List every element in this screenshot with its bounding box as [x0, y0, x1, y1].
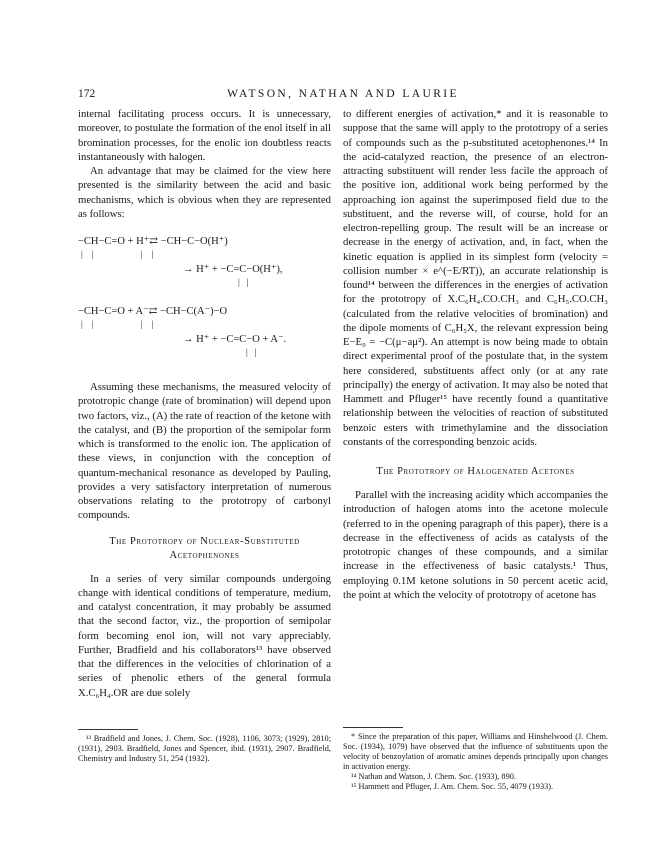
- section-heading-nuclear-substituted: The Prototropy of Nuclear-Substituted Acetophenones: [109, 535, 300, 561]
- right-paragraph-2: Parallel with the increasing acidity which accompanies the introduction of halogen atoms into the acetone molecule (referred to in the opening paragraph of this paper), there is a decrease in the effectiveness of acids as catalysts of the prototropic changes of these compounds, and a similar increase in the effectiveness of basic catalysts.¹ Thus, employing 0.1M ketone solutions in 50 percent acetic acid, the point at which the velocity of prototropy of acetone has: [343, 489, 608, 601]
- bond-marks: | |: [246, 347, 257, 357]
- left-paragraph-4: In a series of very similar compounds undergoing change with identical conditions of temperature, medium, and catalyst concentration, it may probably be assumed that the second factor, viz., the proportion of semipolar form becoming enol ion, will not vary appreciably. Further, Bradfield and his collaborators¹³ have observed that the differences in the velocities of chlorination of a series of phenolic ethers of the general formula X.C₆H₄.OR are due solely: [78, 572, 331, 699]
- page-header: [78, 88, 608, 102]
- bond-marks: | |: [238, 277, 249, 287]
- footnote-13: ¹³ Bradfield and Jones, J. Chem. Soc. (1928), 1106, 3073; (1929), 2810; (1931), 2903. Bradfield, Jones and Spencer, ibid. (1931), 2907. Bradfield, Chemistry and Industry 51, 254 (1932).: [78, 734, 331, 763]
- footnote-star: * Since the preparation of this paper, Williams and Hinshelwood (J. Chem. Soc. (1934), 1079) have observed that the influence of substituents upon the velocity of benzoylation of aromatic amines depends principally upon changes in activation energy.: [343, 732, 608, 771]
- left-footnotes: [78, 729, 331, 764]
- left-paragraph-3: Assuming these mechanisms, the measured velocity of prototropic change (rate of bromination) will depend upon two factors, viz., (A) the rate of reaction of the ketone with the catalyst, and (B) the proportion of the semipolar form which is transformed to the enolic ion. The application of these views, in conjunction with the conception of quantum-mechanical resonance as developed by Pauling, provides a very satisfactory interpretation of numerous observations relating to the prototropy of carbonyl compounds.: [78, 381, 331, 522]
- equation-base-step-2: → H⁺ + −C=C−O + A⁻.: [183, 334, 287, 345]
- bond-marks: | | | |: [81, 249, 154, 259]
- left-column: [78, 107, 331, 700]
- footnote-15: ¹⁵ Hammett and Pfluger, J. Am. Chem. Soc. 55, 4079 (1933).: [351, 782, 554, 791]
- right-footnotes: [343, 727, 608, 792]
- page-number: 172: [78, 88, 96, 100]
- running-title: WATSON, NATHAN AND LAURIE: [227, 88, 459, 100]
- bond-marks: | | | |: [81, 319, 154, 329]
- footnote-rule: [78, 729, 138, 730]
- mechanism-equations: [78, 231, 331, 366]
- section-heading-halogenated-acetones: The Prototropy of Halogenated Acetones: [376, 466, 575, 477]
- left-paragraph-2: An advantage that may be claimed for the view here presented is the similarity between the acid and basic mechanisms, which is obvious when they are represented as follows:: [78, 165, 331, 220]
- equation-base-step-1: −CH−C=O + A⁻⇄ −CH−C(A⁻)−O: [78, 306, 228, 317]
- equation-acid-step-2: → H⁺ + −C=C−O(H⁺),: [183, 264, 283, 275]
- left-paragraph-1: internal facilitating process occurs. It is unnecessary, moreover, to postulate the formation of the enol itself in all bromination processes, for the enolic ion doubtless reacts instantaneously with halogen.: [78, 108, 331, 163]
- equation-acid-step-1: −CH−C=O + H⁺⇄ −CH−C−O(H⁺): [78, 236, 228, 247]
- right-paragraph-1: to different energies of activation,* and it is reasonable to suppose that the same will apply to the prototropy of a series of compounds such as the p-substituted acetophenones.¹⁴ In the acid-catalyzed reaction, the presence of an electron-attracting substituent will render less facile the approach of the positive ion, additional work being performed by the approaching ion against the superimposed field due to the substituent, and the reverse will, of course, hold for an electron-repelling group. The result will be an increase or decrease in the energy of activation, and, in fact, when the kinetic equation is applied in its simplest form (velocity = collision number × e^(−E/RT)), an accurate relationship is found¹⁴ between the differences in the energies of activation for the prototropy of X.C₆H₄.CO.CH₃ and C₆H₅.CO.CH₃ (calculated from the relative velocities of bromination) and the dipole moments of C₆H₅X, the relevant expression being E−E₀ = −C(μ−aμ²). An attempt is now being made to obtain direct experimental proof of the postulate that, in the system here considered, substituents affect only (or at any rate principally) the energy of activation. It may also be noted that Hammett and Pfluger¹⁵ have recently found a quantitative relationship between the velocities of reaction of substituted benzoic esters with trimethylamine and the dissociation constants of the corresponding benzoic acids.: [343, 108, 608, 448]
- right-column: [343, 107, 608, 602]
- footnote-14: ¹⁴ Nathan and Watson, J. Chem. Soc. (1933), 890.: [351, 772, 516, 781]
- footnote-rule: [343, 727, 403, 728]
